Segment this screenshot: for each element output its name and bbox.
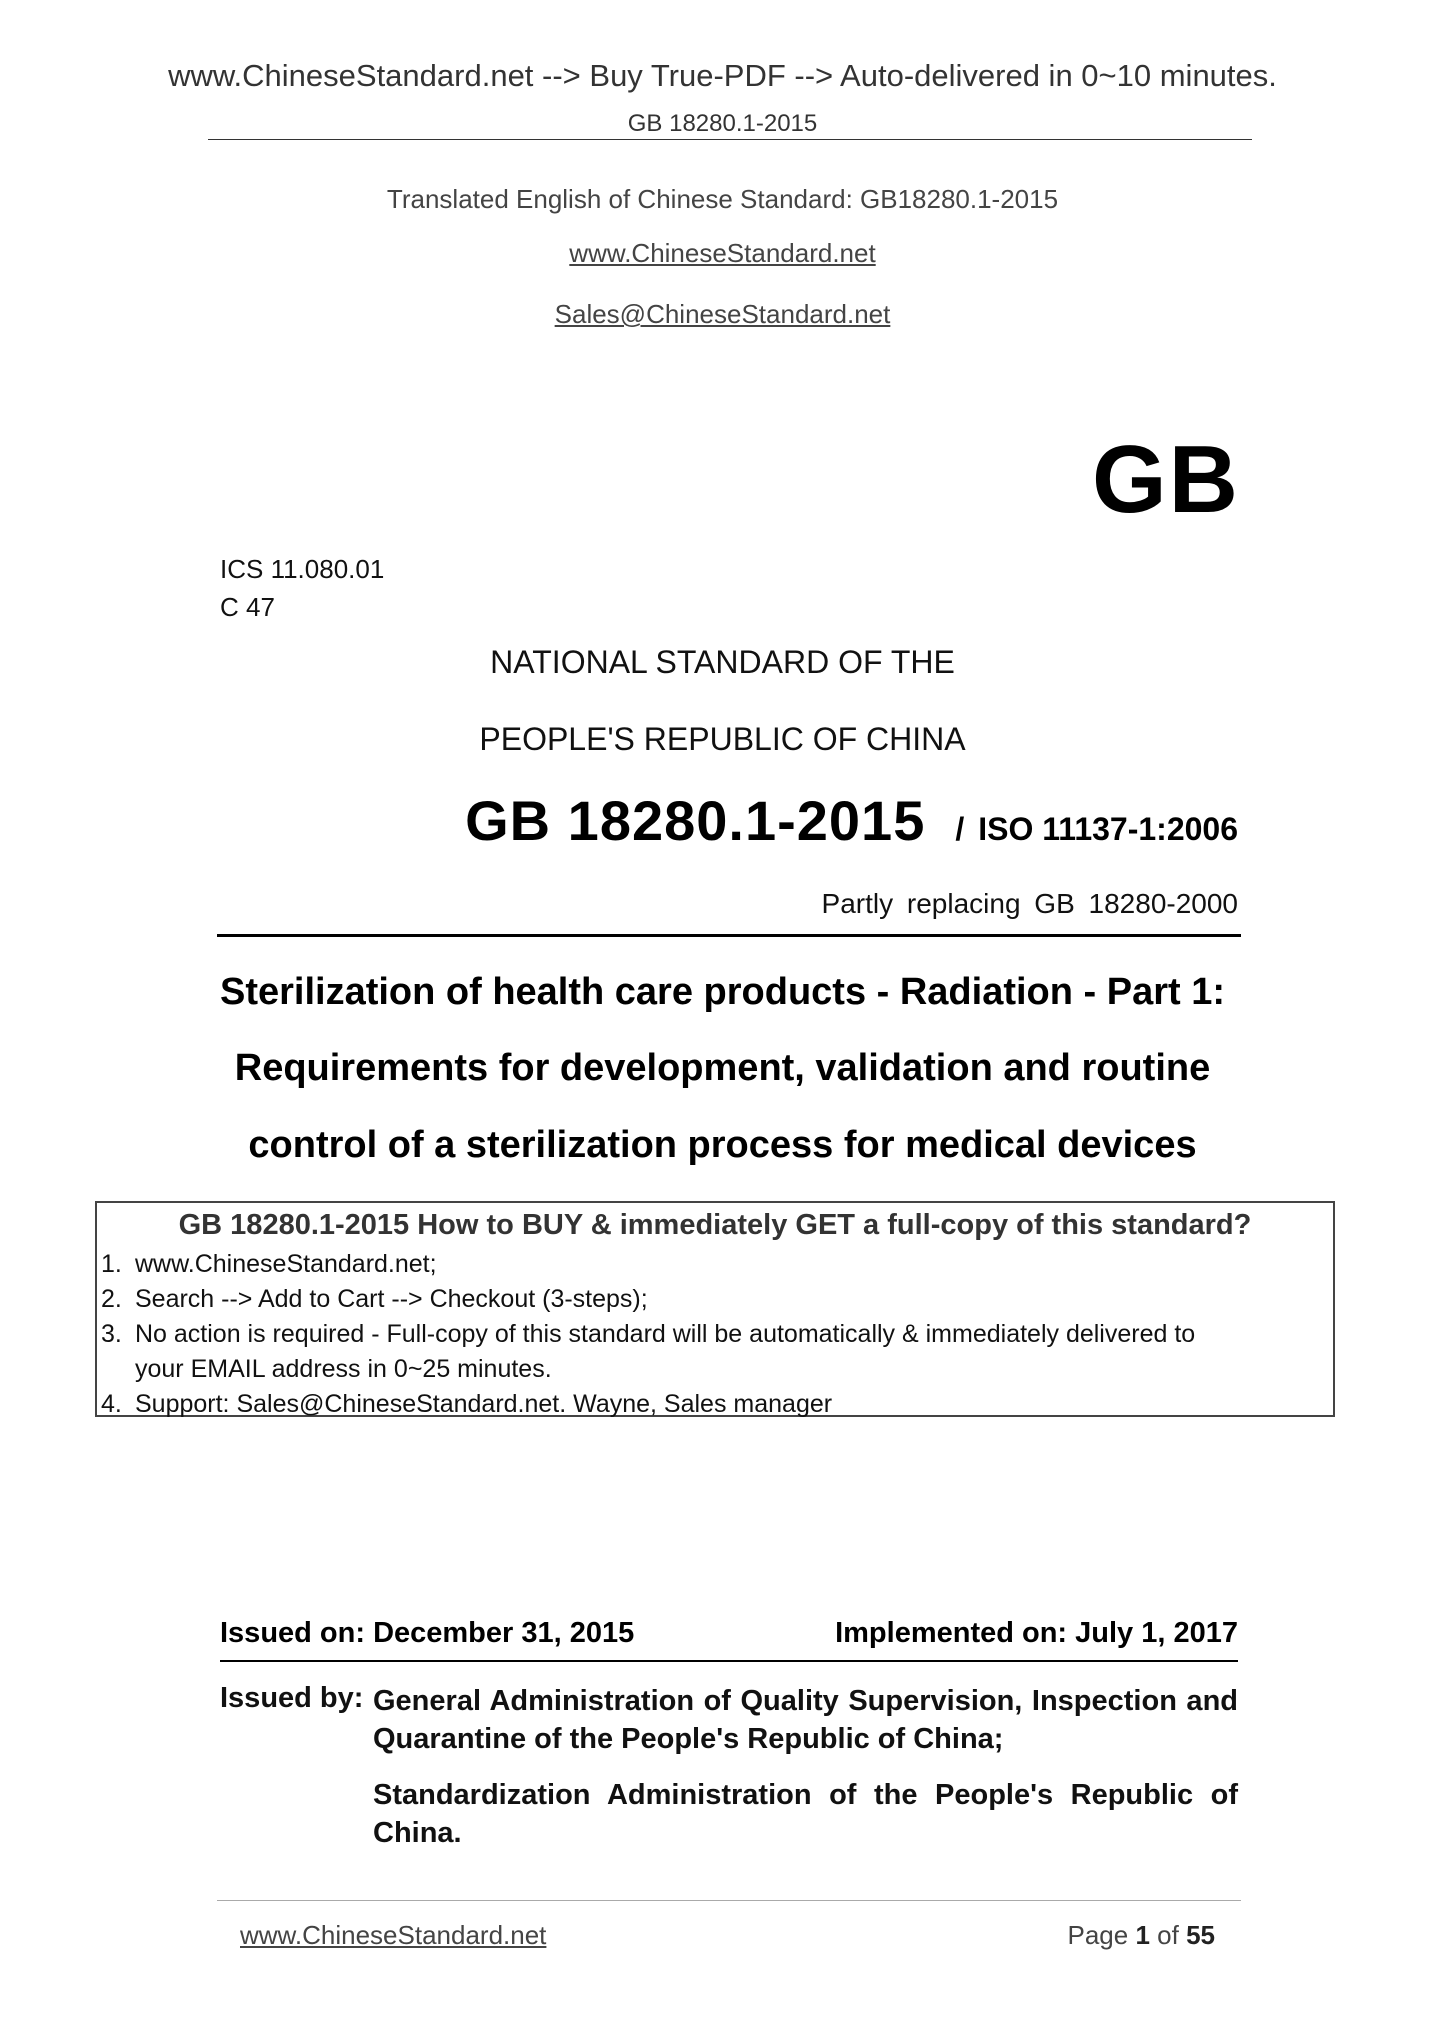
ccs-code: C 47 xyxy=(220,592,275,622)
ics-code: ICS 11.080.01 xyxy=(220,554,385,584)
document-title-line2: Requirements for development, validation and routine xyxy=(234,1047,1211,1089)
purchase-step xyxy=(101,1320,1195,1349)
page-total: 55 xyxy=(1186,1920,1215,1950)
purchase-step xyxy=(101,1250,437,1279)
replacing-note: Partly replacing GB 18280-2000 xyxy=(821,888,1238,919)
step-number: 4. xyxy=(101,1390,122,1418)
gb-logo: GB xyxy=(1092,426,1240,533)
of-word: of xyxy=(1157,1920,1179,1950)
purchase-heading: GB 18280.1-2015 How to BUY & immediately GET a full-copy of this standard? xyxy=(178,1209,1252,1241)
step-text: Support: Sales@ChineseStandard.net. Wayne, Sales manager xyxy=(135,1390,833,1418)
footer-website-link[interactable]: www.ChineseStandard.net xyxy=(240,1920,547,1950)
footer-divider xyxy=(217,1900,1241,1901)
header-standard-code: GB 18280.1-2015 xyxy=(627,110,818,137)
step-text: No action is required - Full-copy of this standard will be automatically & immediately delivered to xyxy=(135,1320,1196,1348)
document-title-line3: control of a sterilization process for medical devices xyxy=(248,1124,1197,1166)
implemented-date: Implemented on: July 1, 2017 xyxy=(835,1617,1238,1649)
issued-by-label: Issued by: xyxy=(220,1682,364,1714)
standard-number-line xyxy=(465,788,1238,853)
standard-slash: / xyxy=(955,811,965,847)
dates-divider xyxy=(220,1660,1238,1662)
standard-number: GB 18280.1-2015 xyxy=(465,789,926,852)
title-divider xyxy=(217,934,1241,937)
step-number: 3. xyxy=(101,1320,122,1348)
national-standard-line2: PEOPLE'S REPUBLIC OF CHINA xyxy=(479,721,966,757)
iso-equivalent: ISO 11137-1:2006 xyxy=(978,811,1238,847)
step-text[interactable]: www.ChineseStandard.net; xyxy=(135,1250,437,1278)
issuing-org-2: Standardization Administration of the People's Republic of China. xyxy=(373,1779,1238,1849)
email-link-line xyxy=(0,299,1445,330)
purchase-step-continued xyxy=(101,1355,552,1384)
purchase-info-box xyxy=(95,1201,1335,1417)
document-title-line1: Sterilization of health care products - Radiation - Part 1: xyxy=(219,971,1226,1013)
website-link[interactable]: www.ChineseStandard.net xyxy=(569,238,876,268)
step-number: 2. xyxy=(101,1285,122,1313)
step-number: 1. xyxy=(101,1250,122,1278)
issued-date: Issued on: December 31, 2015 xyxy=(220,1617,635,1649)
page-word: Page xyxy=(1067,1920,1129,1950)
header-banner: www.ChineseStandard.net --> Buy True-PDF --> Auto-delivered in 0~10 minutes. xyxy=(168,58,1277,93)
page-indicator xyxy=(1067,1920,1215,1951)
step-text: Search --> Add to Cart --> Checkout (3-steps); xyxy=(135,1285,648,1313)
email-link[interactable]: Sales@ChineseStandard.net xyxy=(554,299,891,329)
purchase-step xyxy=(101,1390,832,1419)
national-standard-line1: NATIONAL STANDARD OF THE xyxy=(490,644,955,680)
issuing-org-1: General Administration of Quality Supervision, Inspection and Quarantine of the People's Republic of China; xyxy=(373,1685,1238,1755)
translated-notice: Translated English of Chinese Standard: GB18280.1-2015 xyxy=(386,184,1059,214)
dates-row xyxy=(220,1617,1238,1650)
page-number: 1 xyxy=(1135,1920,1150,1950)
purchase-step xyxy=(101,1285,648,1314)
website-link-line xyxy=(0,238,1445,269)
step-text: your EMAIL address in 0~25 minutes. xyxy=(135,1355,552,1383)
header-divider xyxy=(208,139,1252,140)
